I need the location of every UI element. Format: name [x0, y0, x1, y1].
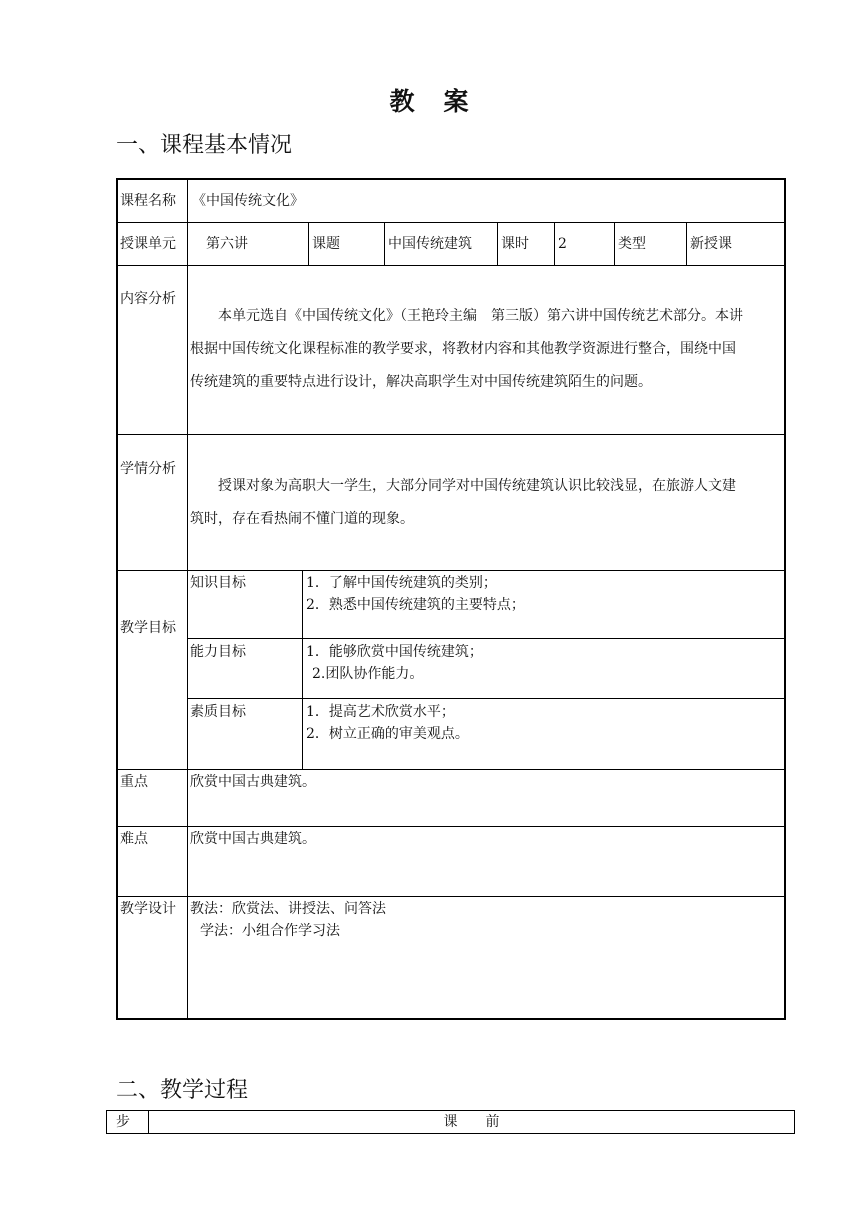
learner-analysis-text [190, 470, 782, 536]
learner-analysis-label: 学情分析 [120, 461, 176, 477]
quality-goals-label: 素质目标 [190, 704, 246, 720]
topic-value: 中国传统建筑 [388, 236, 472, 252]
ability-goals-label: 能力目标 [190, 644, 246, 660]
teaching-design-label: 教学设计 [120, 901, 176, 917]
ability-goal-item: 2.团队协作能力。 [312, 666, 424, 682]
section-title-course-info: 一、课程基本情况 [116, 133, 293, 158]
type-value: 新授课 [690, 236, 732, 252]
stage-label: 课 前 [443, 1114, 500, 1130]
type-label: 类型 [618, 236, 646, 252]
content-analysis-label: 内容分析 [120, 291, 176, 307]
unit-value: 第六讲 [206, 236, 248, 252]
learner-line: 筑时，存在看热闹不懂门道的现象。 [190, 511, 414, 527]
hours-label: 课时 [501, 236, 529, 252]
section-title-teaching-process: 二、教学过程 [116, 1078, 249, 1103]
unit-label: 授课单元 [120, 236, 176, 252]
course-name-label: 课程名称 [120, 193, 176, 209]
quality-goal-item: 2．树立正确的审美观点。 [306, 726, 469, 742]
ability-goal-item: 1．能够欣赏中国传统建筑； [306, 644, 483, 660]
content-line: 传统建筑的重要特点进行设计，解决高职学生对中国传统建筑陌生的问题。 [190, 374, 652, 390]
learning-method: 学法：小组合作学习法 [200, 923, 340, 939]
content-line: 本单元选自《中国传统文化》（王艳玲主编 第三版）第六讲中国传统艺术部分。本讲 [218, 308, 743, 324]
document-title: 教 案 [389, 87, 471, 116]
course-name-value: 《中国传统文化》 [192, 193, 304, 209]
key-point-label: 重点 [120, 774, 148, 790]
learner-line: 授课对象为高职大一学生，大部分同学对中国传统建筑认识比较浅显，在旅游人文建 [218, 478, 736, 494]
key-point-value: 欣赏中国古典建筑。 [190, 774, 316, 790]
teaching-goals-label: 教学目标 [120, 620, 176, 636]
difficulty-label: 难点 [120, 831, 148, 847]
teaching-method: 教法：欣赏法、讲授法、问答法 [190, 901, 386, 917]
knowledge-goal-item: 1．了解中国传统建筑的类别； [306, 575, 497, 591]
content-line: 根据中国传统文化课程标准的教学要求，将教材内容和其他教学资源进行整合，围绕中国 [190, 341, 736, 357]
topic-label: 课题 [312, 236, 340, 252]
step-label: 步 [116, 1114, 130, 1130]
content-analysis-text [190, 300, 782, 399]
difficulty-value: 欣赏中国古典建筑。 [190, 831, 316, 847]
knowledge-goal-item: 2．熟悉中国传统建筑的主要特点； [306, 597, 525, 613]
hours-value: 2 [558, 236, 567, 252]
quality-goal-item: 1．提高艺术欣赏水平； [306, 704, 455, 720]
knowledge-goals-label: 知识目标 [190, 575, 246, 591]
